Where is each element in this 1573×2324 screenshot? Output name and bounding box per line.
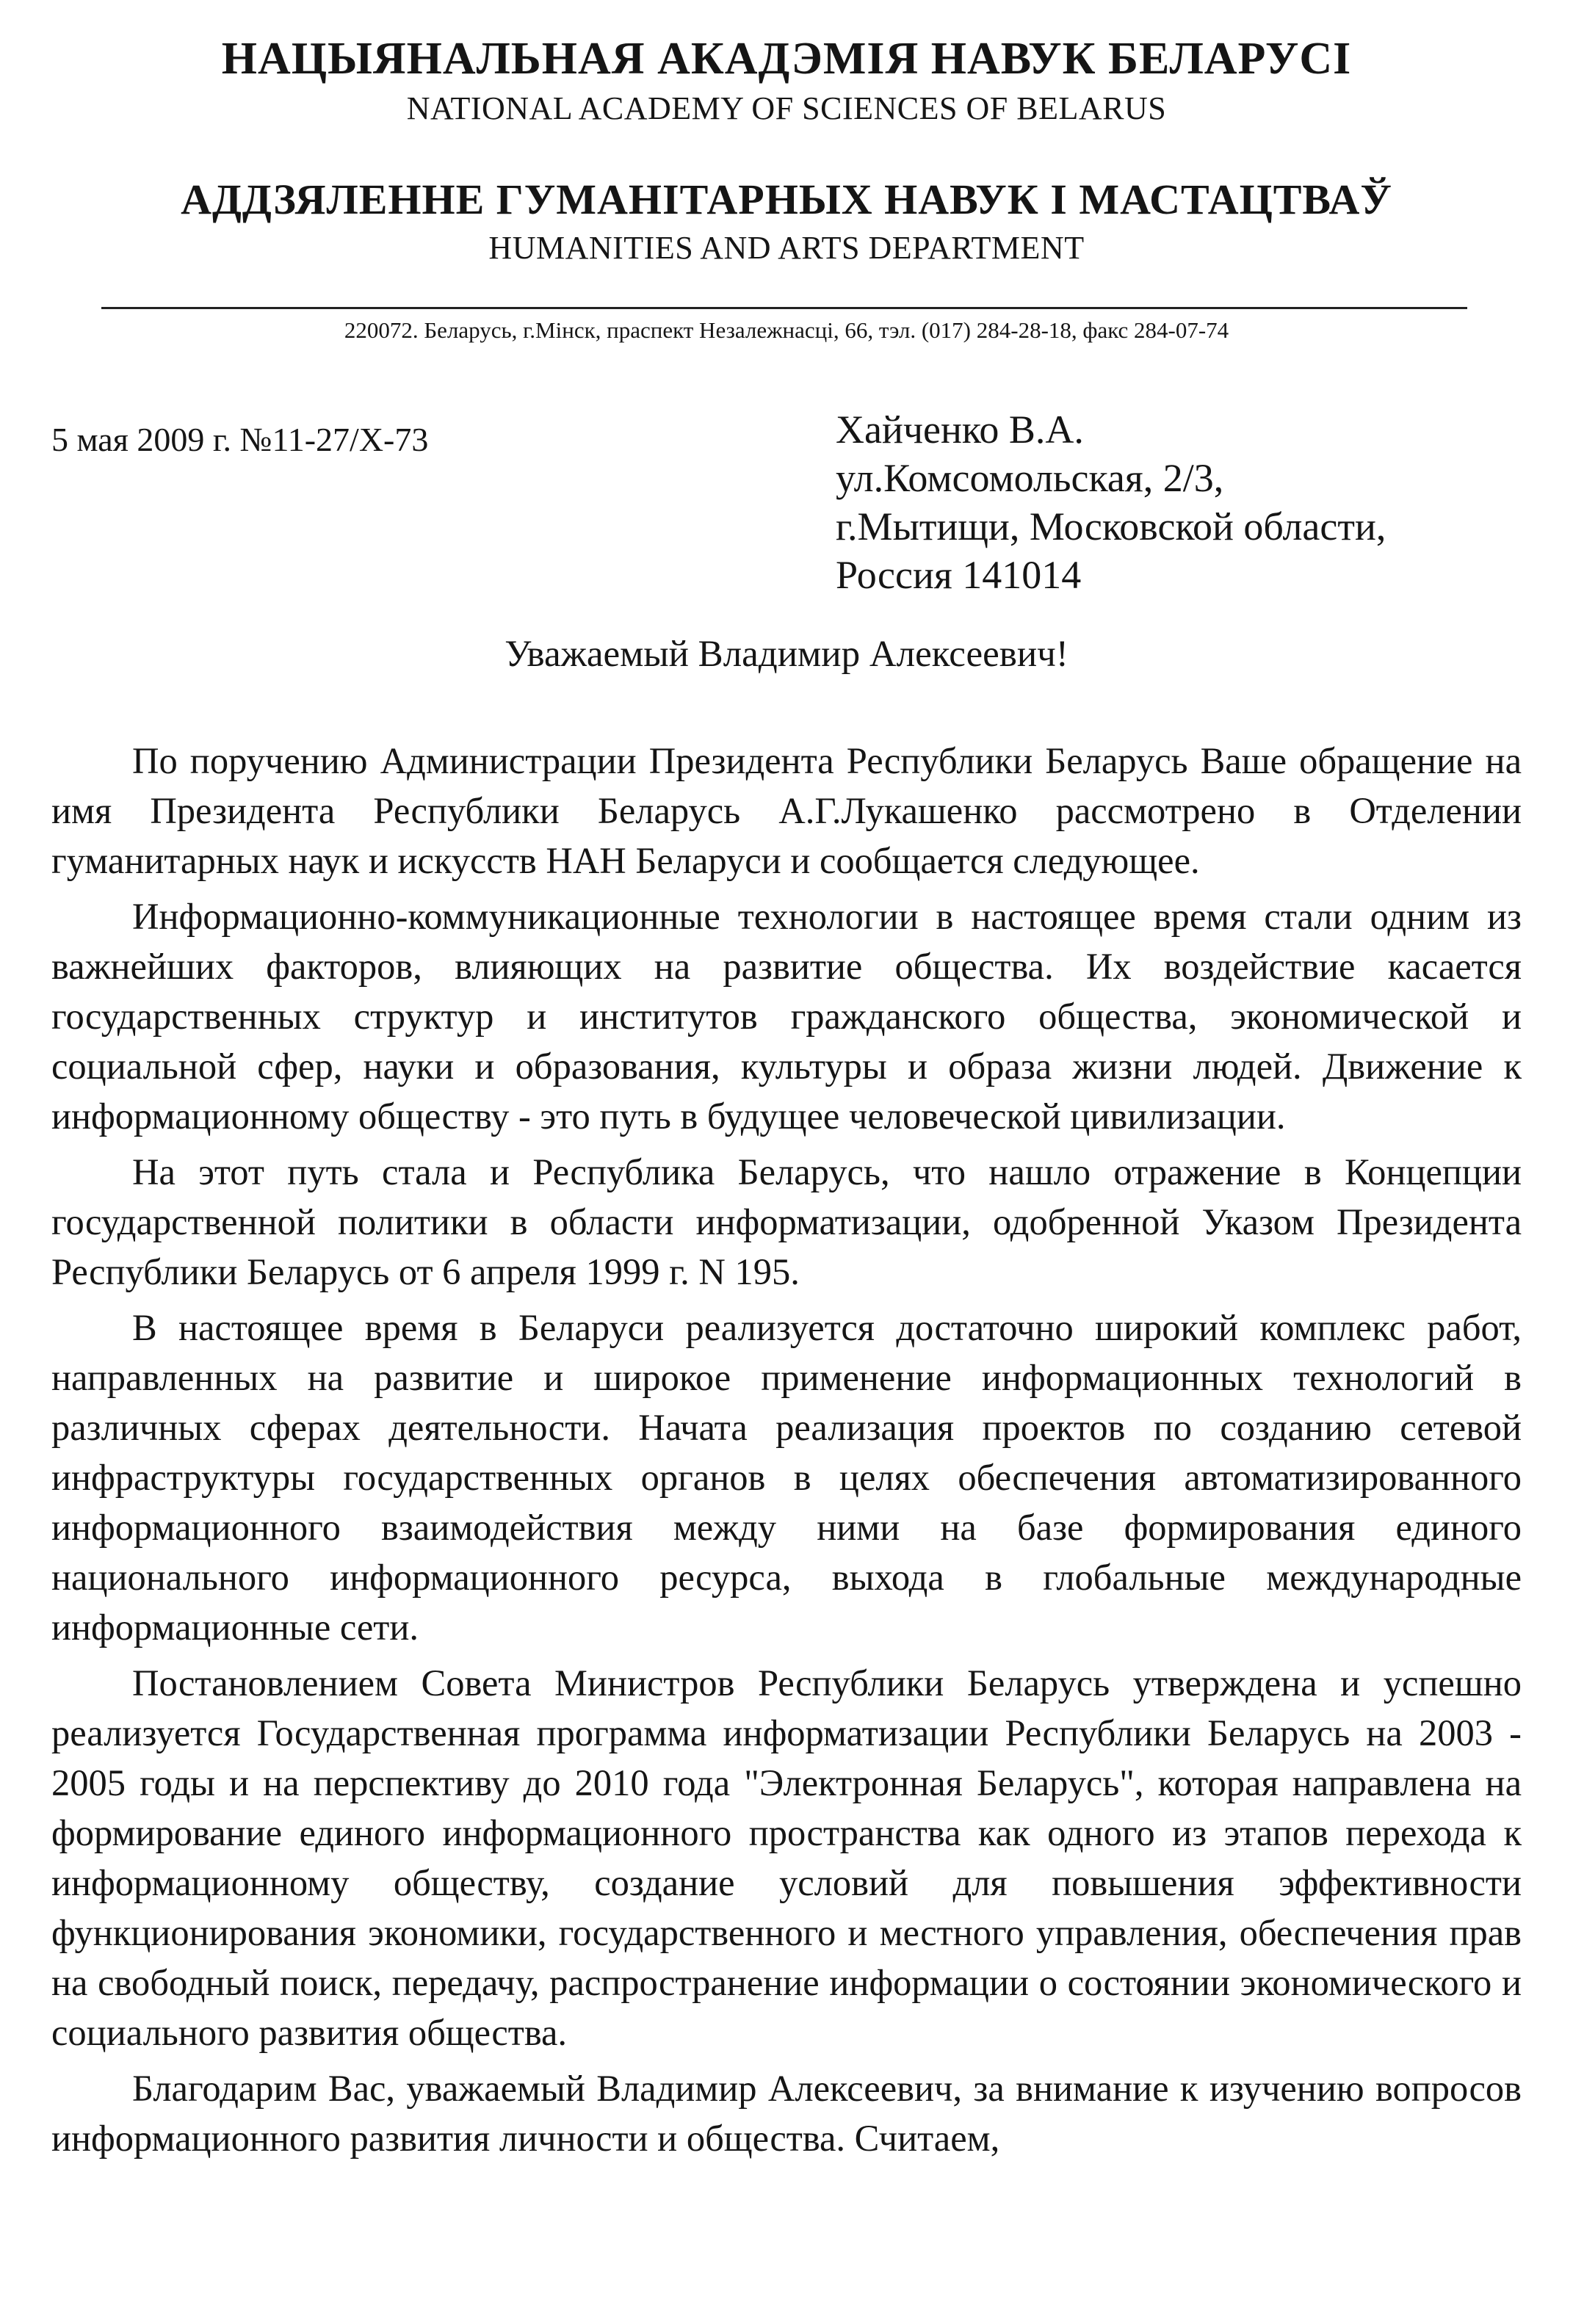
salutation: Уважаемый Владимир Алексеевич! (505, 634, 1068, 675)
recipient-name: Хайченко В.А. (836, 408, 1084, 452)
recipient-block (836, 405, 1386, 599)
letter-body (51, 736, 1522, 2163)
recipient-street: ул.Комсомольская, 2/3, (836, 456, 1224, 500)
body-paragraph: В настоящее время в Беларуси реализуется достаточно широкий комплекс работ, направленных на развитие и широкое применение информационных технологий в различных сферах деятельности. Начата реализация проектов по созданию сетевой инфраструктуры государственных органов в целях обеспечения автоматизированного информационного взаимодействия между ними на базе формирования единого национального информационного ресурса, выхода в глобальные международные информационные сети. (51, 1307, 1522, 1648)
organization-name-belarusian: НАЦЫЯНАЛЬНАЯ АКАДЭМІЯ НАВУК БЕЛАРУСІ (221, 34, 1352, 84)
organization-name-english: NATIONAL ACADEMY OF SCIENCES OF BELARUS (406, 90, 1167, 126)
recipient-city: г.Мытищи, Московской области, (836, 504, 1386, 549)
body-paragraph: По поручению Администрации Президента Республики Беларусь Ваше обращение на имя Президента Республики Беларусь А.Г.Лукашенко рассмотрено в Отделении гуманитарных наук и искусств НАН Беларуси и сообщается следующее. (51, 740, 1522, 881)
body-paragraph: Информационно-коммуникационные технологии в настоящее время стали одним из важнейших факторов, влияющих на развитие общества. Их воздействие касается государственных структур и институтов гражданского общества, экономической и социальной сфер, науки и образования, культуры и образа жизни людей. Движение к информационному обществу - это путь в будущее человеческой цивилизации. (51, 896, 1522, 1137)
body-paragraph: Постановлением Совета Министров Республики Беларусь утверждена и успешно реализуется Государственная программа информатизации Республики Беларусь на 2003 - 2005 годы и на перспективу до 2010 года "Электронная Беларусь", которая направлена на формирование единого информационного пространства как одного из этапов перехода к информационному обществу, создание условий для повышения эффективности функционирования экономики, государственного и местного управления, обеспечения прав на свободный поиск, передачу, распространение информации о состоянии экономического и социального развития общества. (51, 1662, 1522, 2053)
letterhead-divider (101, 307, 1467, 309)
letter-date-reference: 5 мая 2009 г. №11-27/X-73 (51, 421, 429, 458)
body-paragraph: Благодарим Вас, уважаемый Владимир Алексеевич, за внимание к изучению вопросов информационного развития личности и общества. Считаем, (51, 2068, 1522, 2159)
letterhead-address: 220072. Беларусь, г.Мінск, праспект Незалежнасці, 66, тэл. (017) 284-28-18, факс 284-07-74 (344, 317, 1229, 343)
department-name-belarusian: АДДЗЯЛЕННЕ ГУМАНІТАРНЫХ НАВУК І МАСТАЦТВАЎ (181, 175, 1392, 223)
body-paragraph: На этот путь стала и Республика Беларусь, что нашло отражение в Концепции государственной политики в области информатизации, одобренной Указом Президента Республики Беларусь от 6 апреля 1999 г. N 195. (51, 1151, 1522, 1292)
department-name-english: HUMANITIES AND ARTS DEPARTMENT (488, 230, 1085, 266)
recipient-country-postcode: Россия 141014 (836, 553, 1082, 597)
